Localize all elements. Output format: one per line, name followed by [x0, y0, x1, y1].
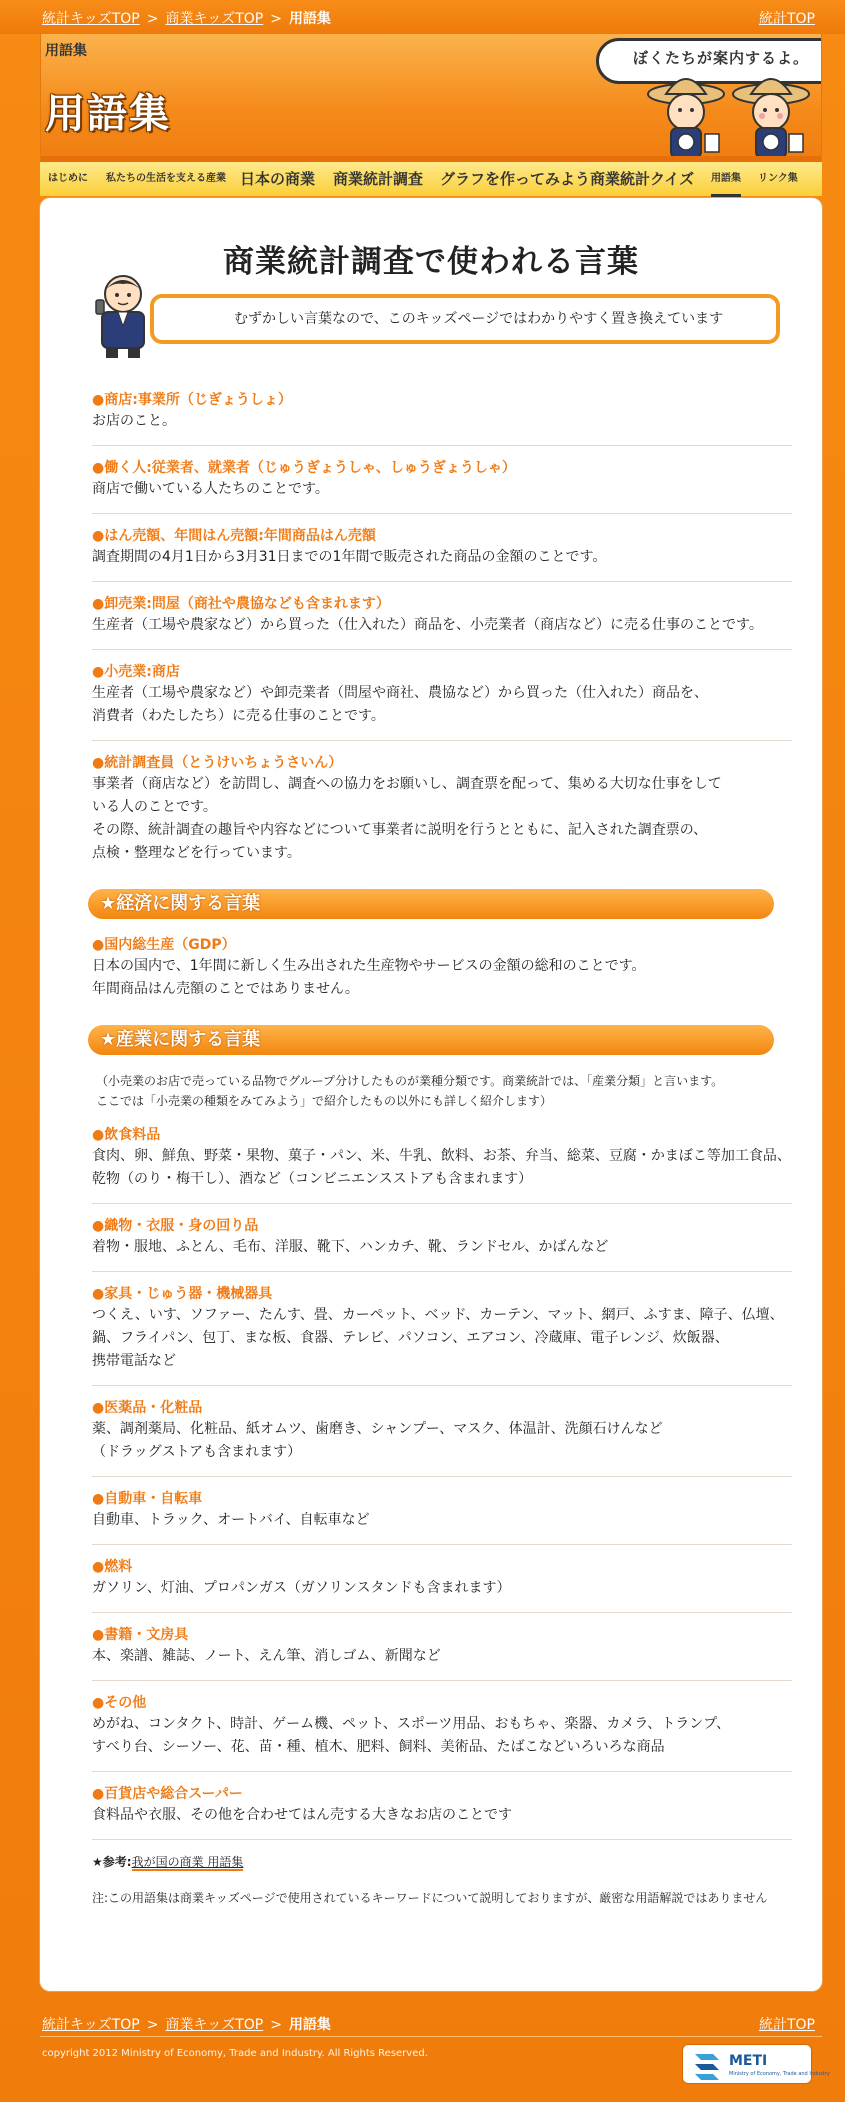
- breadcrumb-link-kids-top[interactable]: 統計キッズTOP: [42, 11, 140, 27]
- glossary-entry: [92, 662, 792, 741]
- reference-label: ★参考:: [92, 1855, 132, 1869]
- glossary-entry: [92, 1625, 792, 1681]
- breadcrumb-separator: >: [270, 11, 282, 27]
- copyright: copyright 2012 Ministry of Economy, Trade and Industry. All Rights Reserved.: [42, 2048, 428, 2059]
- content-card: [40, 198, 822, 1991]
- header-big-title: 用語集: [45, 91, 171, 137]
- glossary-list: [92, 390, 792, 1908]
- breadcrumb-current: 用語集: [288, 11, 331, 27]
- footer-breadcrumb-current: 用語集: [288, 2017, 331, 2033]
- nav-item-intro[interactable]: はじめに: [48, 173, 88, 184]
- reference-link[interactable]: 我が国の商業 用語集: [131, 1855, 244, 1869]
- footer-breadcrumb-link-commerce-kids-top[interactable]: 商業キッズTOP: [165, 2017, 264, 2033]
- term-title: ●卸売業:問屋（商社や農協なども含まれます）: [92, 596, 390, 612]
- term-description: 事業者（商店など）を訪問し、調査への協力をお願いし、調査票を配って、集める大切な仕事をして いる人のことです。 その際、統計調査の趣旨や内容などについて事業者に説明を行うとともに、記入された調査票の、 点検・整理などを行っています。: [92, 776, 722, 861]
- nav-item-industries[interactable]: 私たちの生活を支える産業: [106, 173, 226, 184]
- glossary-entry: [92, 1557, 792, 1613]
- term-description: 調査期間の4月1日から3月31日までの1年間で販売された商品の金額のことです。: [92, 549, 607, 565]
- glossary-entry: [92, 526, 792, 582]
- term-title: ●百貨店や総合スーパー: [92, 1786, 243, 1802]
- reference: [92, 1852, 792, 1872]
- term-title: ●家具・じゅう器・機械器具: [92, 1286, 273, 1302]
- footer-stats-top-link[interactable]: 統計TOP: [758, 2017, 815, 2033]
- meti-logo-text: METI: [729, 2053, 768, 2069]
- page-title: 商業統計調査で使われる言葉: [223, 244, 639, 280]
- intro-message: むずかしい言葉なので、このキッズページではわかりやすく置き換えています: [150, 294, 780, 344]
- term-title: ●飲食料品: [92, 1127, 161, 1143]
- glossary-entry: [92, 1784, 792, 1840]
- term-description: 生産者（工場や農家など）や卸売業者（問屋や商社、農協など）から買った（仕入れた）商品を、 消費者（わたしたち）に売る仕事のことです。: [92, 685, 708, 724]
- glossary-entry: [92, 1284, 792, 1386]
- term-description: 食料品や衣服、その他を合わせてはん売する大きなお店のことです: [92, 1807, 512, 1823]
- section-heading-economy: ★経済に関する言葉: [88, 889, 774, 919]
- glossary-entry: [92, 1216, 792, 1272]
- mascot-characters-illustration: [621, 64, 822, 162]
- footer-breadcrumb-bar: [0, 2006, 845, 2040]
- term-description: 本、楽譜、雑誌、ノート、えん筆、消しゴム、新聞など: [92, 1648, 441, 1664]
- disclaimer: 注:この用語集は商業キッズページで使用されているキーワードについて説明しておりますが、厳密な用語解説ではありません: [92, 1891, 768, 1905]
- nav-item-make-graph[interactable]: グラフを作ってみよう: [440, 170, 591, 188]
- term-description: 食肉、卵、鮮魚、野菜・果物、菓子・パン、米、牛乳、飲料、お茶、弁当、総菜、豆腐・かまぼこ等加工食品、 乾物（のり・梅干し）、酒など（コンビニエンスストアも含まれます）: [92, 1148, 791, 1187]
- nav-item-japan-commerce[interactable]: 日本の商業: [240, 170, 316, 188]
- guide-character-illustration: [88, 270, 158, 360]
- glossary-entry: [92, 594, 792, 650]
- term-title: ●燃料: [92, 1559, 133, 1575]
- term-description: 商店で働いている人たちのことです。: [92, 481, 329, 497]
- speech-bubble: ぼくたちが案内するよ。: [596, 38, 822, 84]
- nav-item-quiz[interactable]: 商業統計クイズ: [590, 170, 695, 188]
- term-description: ガソリン、灯油、プロパンガス（ガソリンスタンドも含まれます）: [92, 1580, 511, 1596]
- term-description: 日本の国内で、1年間に新しく生み出された生産物やサービスの金額の総和のことです。 年間商品はん売額のことではありません。: [92, 958, 646, 997]
- term-title: ●医薬品・化粧品: [92, 1400, 203, 1416]
- term-description: お店のこと。: [92, 413, 176, 429]
- term-description: つくえ、いす、ソファー、たんす、畳、カーペット、ベッド、カーテン、マット、網戸、ふすま、障子、仏壇、 鍋、フライパン、包丁、まな板、食器、テレビ、パソコン、エアコン、冷蔵庫、電子レンジ、炊飯器、 携帯電話など: [92, 1307, 784, 1369]
- term-title: ●働く人:従業者、就業者（じゅうぎょうしゃ、しゅうぎょうしゃ）: [92, 460, 516, 476]
- stats-top-link[interactable]: 統計TOP: [758, 11, 815, 27]
- term-description: 着物・服地、ふとん、毛布、洋服、靴下、ハンカチ、靴、ランドセル、かばんなど: [92, 1239, 609, 1255]
- main-nav: [40, 162, 822, 196]
- glossary-entry: [92, 1125, 792, 1204]
- nav-item-commerce-survey[interactable]: 商業統計調査: [333, 170, 424, 188]
- breadcrumb-separator: >: [146, 2017, 159, 2033]
- term-title: ●商店:事業所（じぎょうしょ）: [92, 392, 292, 408]
- page-header: [40, 34, 822, 162]
- term-description: 薬、調剤薬局、化粧品、紙オムツ、歯磨き、シャンプー、マスク、体温計、洗顔石けんなど （ドラッグストアも含まれます）: [92, 1421, 663, 1460]
- footer-breadcrumb-link-kids-top[interactable]: 統計キッズTOP: [42, 2017, 140, 2033]
- term-title: ●小売業:商店: [92, 664, 180, 680]
- glossary-entry: [92, 935, 792, 1013]
- section-heading-industry: ★産業に関する言葉: [88, 1025, 774, 1055]
- meti-logo-subtext: Ministry of Economy, Trade and Industry: [729, 2071, 830, 2077]
- glossary-entry: [92, 1693, 792, 1772]
- nav-item-glossary[interactable]: 用語集: [711, 164, 741, 197]
- glossary-entry: [92, 390, 792, 446]
- glossary-entry: [92, 1398, 792, 1477]
- term-title: ●統計調査員（とうけいちょうさいん）: [92, 755, 343, 771]
- nav-item-links[interactable]: リンク集: [758, 173, 798, 184]
- breadcrumb: [42, 8, 331, 28]
- term-title: ●自動車・自転車: [92, 1491, 203, 1507]
- term-description: 生産者（工場や農家など）から買った（仕入れた）商品を、小売業者（商店など）に売る仕事のことです。: [92, 617, 763, 633]
- footer-breadcrumb: [42, 2014, 331, 2034]
- glossary-entry: [92, 753, 792, 877]
- breadcrumb-separator: >: [270, 2017, 282, 2033]
- term-description: 自動車、トラック、オートバイ、自転車など: [92, 1512, 370, 1528]
- term-description: めがね、コンタクト、時計、ゲーム機、ペット、スポーツ用品、おもちゃ、楽器、カメラ、トランプ、 すべり台、シーソー、花、苗・種、植木、肥料、飼料、美術品、たばこなどいろいろな商品: [92, 1716, 731, 1755]
- term-title: ●織物・衣服・身の回り品: [92, 1218, 259, 1234]
- meti-logo[interactable]: [682, 2044, 830, 2084]
- term-title: ●書籍・文房具: [92, 1627, 189, 1643]
- term-title: ●その他: [92, 1695, 147, 1711]
- term-title: ●国内総生産（GDP）: [92, 937, 236, 953]
- breadcrumb-separator: >: [146, 11, 159, 27]
- top-breadcrumb-bar: [0, 0, 845, 34]
- glossary-entry: [92, 1489, 792, 1545]
- meti-logo-icon: [687, 2046, 727, 2084]
- breadcrumb-link-commerce-kids-top[interactable]: 商業キッズTOP: [165, 11, 264, 27]
- term-title: ●はん売額、年間はん売額:年間商品はん売額: [92, 528, 376, 544]
- header-small-title: 用語集: [45, 43, 87, 59]
- glossary-entry: [92, 458, 792, 514]
- industry-note: （小売業のお店で売っている品物でグループ分けしたものが業種分類です。商業統計では、「産業分類」と言います。 ここでは「小売業の種類をみてみよう」で紹介したもの以外にも詳しく紹介します）: [96, 1074, 724, 1108]
- footer-divider: [40, 2036, 822, 2037]
